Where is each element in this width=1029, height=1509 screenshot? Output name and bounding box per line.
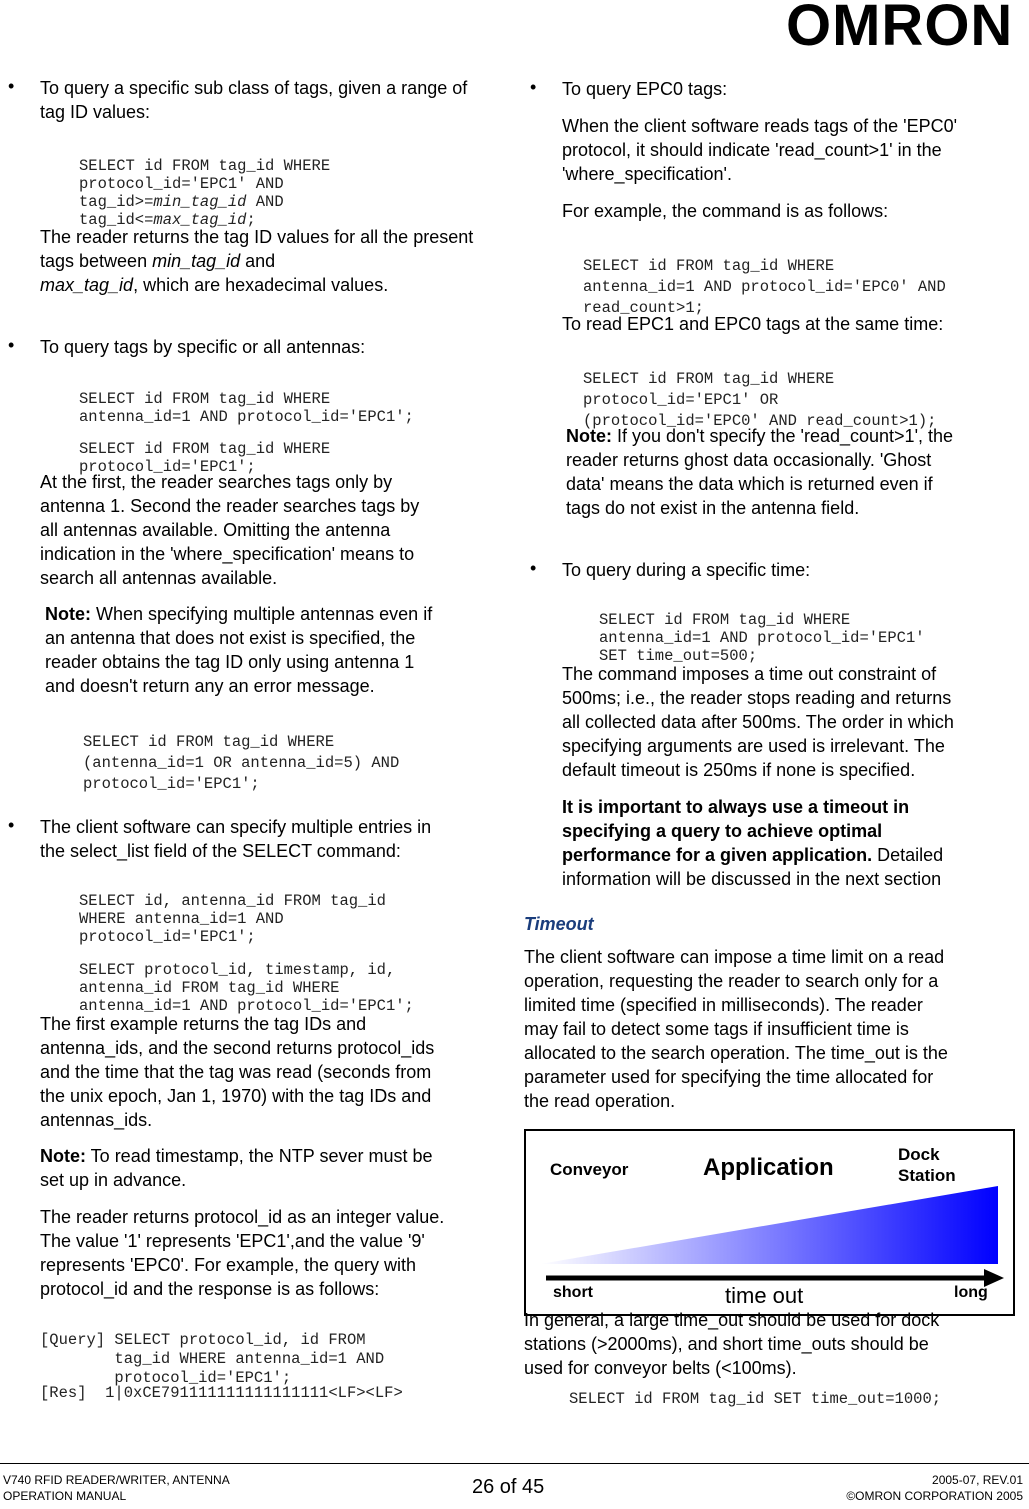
label-conveyor: Conveyor	[550, 1160, 629, 1179]
text-line: stations (>2000ms), and short time_outs should be	[524, 1334, 929, 1354]
b3-note	[40, 1144, 432, 1192]
label-time-out: time out	[725, 1283, 804, 1308]
b2-code3	[83, 711, 399, 816]
page-number: 26 of 45	[472, 1476, 545, 1498]
code-line: SELECT id FROM tag_id WHERE	[83, 733, 335, 751]
code-line: SELECT id, antenna_id FROM tag_id	[79, 892, 386, 910]
bold-span: specifying a query to achieve optimal	[562, 821, 883, 841]
gradient-ramp	[540, 1186, 998, 1264]
label-dock-station	[898, 1144, 956, 1186]
text-line: information will be discussed in the next section	[562, 869, 942, 889]
text-line: The client software can impose a time limit on a read	[524, 947, 945, 967]
text-line: Station	[898, 1166, 956, 1185]
text-line: reader obtains the tag ID only using antenna 1	[45, 652, 415, 672]
text-line	[45, 602, 432, 626]
text-line: and doesn't return any an error message.	[45, 676, 375, 696]
code-line: tag_id>=min_tag_id AND	[79, 193, 284, 211]
text-line: 2005-07, REV.01	[932, 1473, 1023, 1487]
b2-note	[45, 602, 432, 698]
text-line: V740 RFID READER/WRITER, ANTENNA	[3, 1473, 230, 1487]
italic-span: min_tag_id	[152, 251, 241, 271]
b4-note	[566, 424, 953, 520]
b4-paragraph1	[562, 114, 957, 186]
b5-text: To query during a specific time:	[562, 560, 811, 580]
bullet-dot: •	[530, 77, 537, 97]
text-line: represents 'EPC0'. For example, the query with	[40, 1255, 417, 1275]
timeout-figure	[524, 1129, 1015, 1316]
text-line: The value '1' represents 'EPC1',and the value '9'	[40, 1231, 425, 1251]
code-line: antenna_id=1 AND protocol_id='EPC1';	[79, 408, 414, 426]
text-line: the select_list field of the SELECT command:	[40, 841, 401, 861]
b2-paragraph	[40, 470, 419, 590]
text-line: operation, requesting the reader to search only for a	[524, 971, 939, 991]
text-line: When the client software reads tags of the 'EPC0'	[562, 116, 958, 136]
text-line	[562, 795, 943, 819]
code-line: SELECT id FROM tag_id WHERE	[79, 157, 331, 175]
bullet-dot: •	[8, 76, 15, 96]
text-span: If you don't specify the 'read_count>1', the	[612, 426, 954, 446]
text-line: Dock	[898, 1145, 940, 1164]
code-line: read_count>1;	[583, 299, 704, 317]
footer-right	[846, 1472, 1023, 1504]
text-line	[562, 843, 943, 867]
omron-logo: OMRON	[786, 0, 1014, 58]
label-long: long	[954, 1284, 988, 1301]
text-line: all antennas available. Omitting the antenna	[40, 520, 391, 540]
code-line: protocol_id='EPC1';	[79, 928, 256, 946]
bold-span: performance for a given application.	[562, 845, 873, 865]
text-line: 'where_specification'.	[562, 164, 732, 184]
b3-paragraph2	[40, 1205, 444, 1301]
text-line	[40, 1144, 432, 1168]
general-paragraph	[524, 1308, 939, 1380]
note-label: Note:	[40, 1146, 86, 1166]
code-line: SELECT id FROM tag_id WHERE	[583, 370, 835, 388]
timeout-heading: Timeout	[524, 914, 594, 934]
text-line: protocol, it should indicate 'read_count>1' in the	[562, 140, 942, 160]
code-line: tag_id<=max_tag_id;	[79, 211, 256, 229]
text-line: antenna_ids, and the second returns protocol_ids	[40, 1038, 435, 1058]
b3-paragraph1	[40, 1012, 434, 1132]
text-line: the unix epoch, Jan 1, 1970) with the tag IDs and	[40, 1086, 432, 1106]
text-line: all collected data after 500ms. The order in which	[562, 712, 954, 732]
code-line: (protocol_id='EPC0' AND read_count>1);	[583, 412, 937, 430]
code-line: SELECT id FROM tag_id WHERE	[79, 390, 331, 408]
code-line: antenna_id FROM tag_id WHERE	[79, 979, 340, 997]
code-line: protocol_id='EPC1';	[83, 775, 260, 793]
final-code: SELECT id FROM tag_id SET time_out=1000;	[569, 1390, 942, 1408]
text-line: set up in advance.	[40, 1170, 187, 1190]
code-line: protocol_id='EPC1';	[40, 1369, 292, 1387]
b4-paragraph3: To read EPC1 and EPC0 tags at the same time:	[562, 314, 944, 334]
text-line: limited time (specified in milliseconds). The reader	[524, 995, 923, 1015]
text-line: parameter used for specifying the time allocated for	[524, 1067, 934, 1087]
code-line: tag_id WHERE antenna_id=1 AND	[40, 1350, 385, 1368]
code-line: antenna_id=1 AND protocol_id='EPC1';	[79, 997, 414, 1015]
bullet-dot: •	[530, 558, 537, 578]
text-line: OPERATION MANUAL	[3, 1489, 127, 1503]
text-line: The reader returns protocol_id as an integer value.	[40, 1207, 445, 1227]
label-short: short	[553, 1284, 593, 1301]
text-span: When specifying multiple antennas even if	[91, 604, 433, 624]
italic-span: max_tag_id	[40, 275, 134, 295]
text-line: reader returns ghost data occasionally. 'Ghost	[566, 450, 932, 470]
text-line: 500ms; i.e., the reader stops reading and returns	[562, 688, 952, 708]
text-line: In general, a large time_out should be used for dock	[524, 1310, 940, 1330]
code-line: antenna_id=1 AND protocol_id='EPC1'	[599, 629, 925, 647]
code-line: SELECT id FROM tag_id WHERE	[583, 257, 835, 275]
text-line: and the time that the tag was read (seconds from	[40, 1062, 432, 1082]
text-line: indication in the 'where_specification' means to	[40, 544, 415, 564]
label-application: Application	[703, 1154, 834, 1181]
b3-text	[40, 815, 431, 863]
footer-left	[3, 1472, 230, 1504]
code-line: WHERE antenna_id=1 AND	[79, 910, 284, 928]
code-line: SELECT id FROM tag_id WHERE	[599, 611, 851, 629]
code-line: (antenna_id=1 OR antenna_id=5) AND	[83, 754, 400, 772]
bold-span: It is important to always use a timeout in	[562, 797, 910, 817]
note-label: Note:	[566, 426, 612, 446]
code-line: SET time_out=500;	[599, 647, 758, 665]
text-span: Detailed	[872, 845, 944, 865]
b1-paragraph	[40, 225, 480, 297]
code-line: protocol_id='EPC1' AND	[79, 175, 284, 193]
text-line: The client software can specify multiple entries in	[40, 817, 432, 837]
b5-emphasis	[562, 795, 943, 891]
code-line: [Query] SELECT protocol_id, id FROM	[40, 1331, 366, 1349]
text-span: and	[240, 251, 276, 271]
b4-paragraph2: For example, the command is as follows:	[562, 201, 889, 221]
text-line: search all antennas available.	[40, 568, 278, 588]
text-line: The first example returns the tag IDs and	[40, 1014, 367, 1034]
code-line: SELECT protocol_id, timestamp, id,	[79, 961, 396, 979]
b1-text: To query a specific sub class of tags, given a range of tag ID values:	[40, 78, 468, 122]
text-line: tags do not exist in the antenna field.	[566, 498, 860, 518]
text-line: the read operation.	[524, 1091, 676, 1111]
text-span: To read timestamp, the NTP sever must be	[86, 1146, 433, 1166]
text-line: may fail to detect some tags if insufficient time is	[524, 1019, 909, 1039]
bullet-dot: •	[8, 335, 15, 355]
text-line: data' means the data which is returned even if	[566, 474, 933, 494]
b4-text: To query EPC0 tags:	[562, 79, 728, 99]
text-line: allocated to the search operation. The time_out is the	[524, 1043, 948, 1063]
text-line: default timeout is 250ms if none is specified.	[562, 760, 916, 780]
bullet-dot: •	[8, 815, 15, 835]
text-span: , which are hexadecimal values.	[133, 275, 389, 295]
text-line: At the first, the reader searches tags only by	[40, 472, 393, 492]
footer-rule	[0, 1463, 1029, 1464]
b5-paragraph1	[562, 662, 954, 782]
b2-text: To query tags by specific or all antennas:	[40, 337, 366, 357]
b3-response: [Res] 1|0xCE791111111111111111<LF><LF>	[40, 1384, 403, 1402]
text-span: The reader returns the tag ID values for all the present tags between	[40, 227, 474, 271]
text-line: antennas_ids.	[40, 1110, 153, 1130]
timeout-paragraph	[524, 945, 948, 1113]
text-line: specifying arguments are used is irrelevant. The	[562, 736, 945, 756]
code-line: protocol_id='EPC1';	[79, 458, 256, 476]
text-line	[562, 819, 943, 843]
text-line: used for conveyor belts (<100ms).	[524, 1358, 797, 1378]
text-line: ©OMRON CORPORATION 2005	[846, 1489, 1023, 1503]
text-line: an antenna that does not exist is specified, the	[45, 628, 416, 648]
text-line: antenna 1. Second the reader searches tags by	[40, 496, 420, 516]
text-line	[566, 424, 953, 448]
code-line: protocol_id='EPC1' OR	[583, 391, 779, 409]
code-line: antenna_id=1 AND protocol_id='EPC0' AND	[583, 278, 946, 296]
note-label: Note:	[45, 604, 91, 624]
code-line: SELECT id FROM tag_id WHERE	[79, 440, 331, 458]
text-line: The command imposes a time out constraint of	[562, 664, 937, 684]
text-line: protocol_id and the response is as follows:	[40, 1279, 380, 1299]
